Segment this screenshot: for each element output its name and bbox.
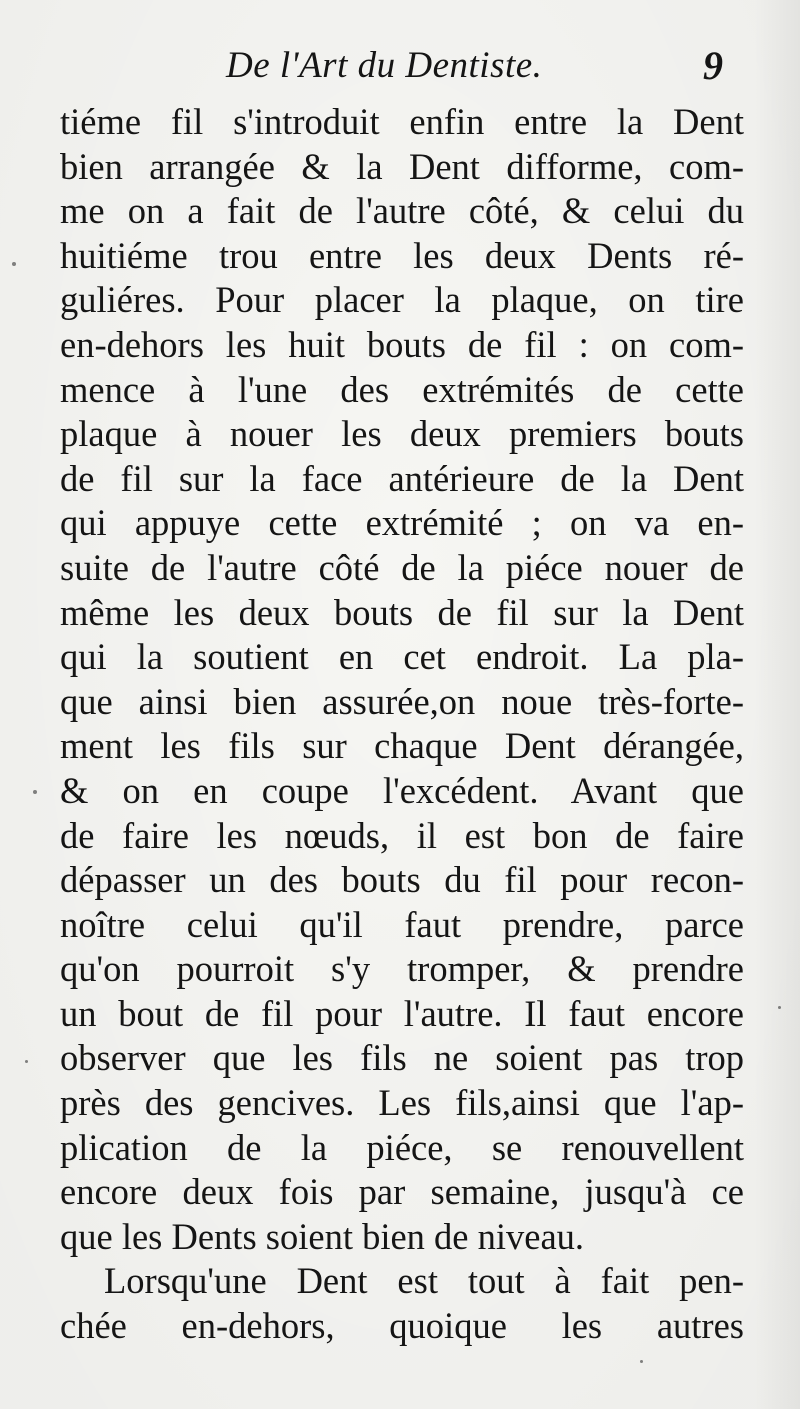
scan-speck (12, 262, 16, 266)
text-line: que les Dents soient bien de niveau. (60, 1215, 585, 1257)
text-line: suite de l'autre côté de la piéce nouer de (60, 546, 744, 588)
text-line: Lorsqu'une Dent est tout à fait pen- (104, 1260, 744, 1302)
text-line: de faire les nœuds, il est bon de faire (60, 814, 744, 856)
text-line: qui la soutient en cet endroit. La pla- (60, 636, 744, 678)
text-line: guliéres. Pour placer la plaque, on tire (60, 279, 744, 321)
text-line: que ainsi bien assurée,on noue très-forte- (60, 680, 744, 722)
scan-speck (640, 1360, 643, 1363)
text-line: qu'on pourroit s'y tromper, & prendre (60, 948, 744, 990)
text-line: qui appuye cette extrémité ; on va en- (60, 502, 744, 544)
text-line: bien arrangée & la Dent difforme, com- (60, 145, 744, 187)
text-line: encore deux fois par semaine, jusqu'à ce (60, 1171, 744, 1213)
text-line: ment les fils sur chaque Dent dérangée, (60, 725, 744, 767)
page-number: 9 (703, 43, 723, 88)
text-line: noître celui qu'il faut prendre, parce (60, 903, 744, 945)
text-line: observer que les fils ne soient pas trop (60, 1037, 744, 1079)
text-line: de fil sur la face antérieure de la Dent (60, 457, 744, 499)
body-text (60, 100, 744, 1349)
text-line: près des gencives. Les fils,ainsi que l'ap- (60, 1082, 744, 1124)
text-line: en-dehors les huit bouts de fil : on com- (60, 323, 744, 365)
text-line: mence à l'une des extrémités de cette (60, 368, 744, 410)
text-line: même les deux bouts de fil sur la Dent (60, 591, 744, 633)
text-line: plaque à nouer les deux premiers bouts (60, 413, 744, 455)
text-line: dépasser un des bouts du fil pour recon- (60, 859, 744, 901)
running-head: De l'Art du Dentiste. (226, 45, 543, 86)
text-line: plication de la piéce, se renouvellent (60, 1126, 744, 1168)
page-edge-shadow (754, 0, 800, 1409)
text-line: me on a fait de l'autre côté, & celui du (60, 190, 744, 232)
scan-speck (778, 1006, 781, 1009)
text-line: & on en coupe l'excédent. Avant que (60, 769, 744, 811)
text-line: huitiéme trou entre les deux Dents ré- (60, 234, 744, 276)
text-line: un bout de fil pour l'autre. Il faut encore (60, 992, 744, 1034)
text-line: tiéme fil s'introduit enfin entre la Dent (60, 101, 744, 142)
scan-speck (25, 1060, 28, 1063)
text-line: chée en-dehors, quoique les autres (60, 1305, 744, 1347)
scan-speck (33, 790, 37, 794)
